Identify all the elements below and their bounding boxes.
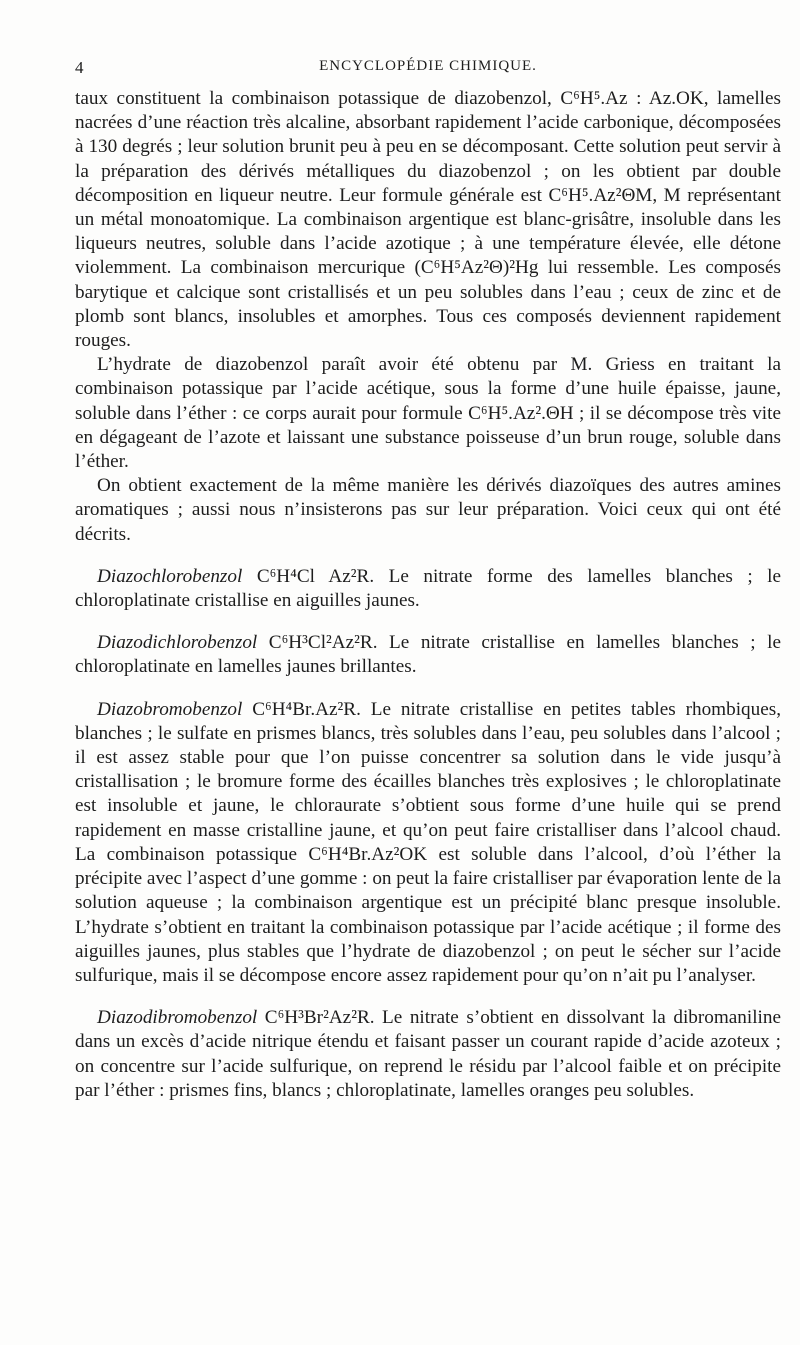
entry-text: C⁶H⁴Br.Az²R. Le nitrate cristallise en petites tables rhombiques, blanches ; le sulfate en prismes blancs, très solubles dans l’eau, peu solubles dans l’alcool ; il est assez stable pour que l’on puisse concentrer sa solution dans le vide jusqu’à cristallisation ; le bromure forme des écailles blanches très explosives ; le chloroplatinate est insoluble et jaune, le chloraurate s’obtient sous forme d’une huile qui se prend rapidement en masse cristalline jaune, et qu’on peut faire cristalliser dans l’alcool chaud. La combinaison potassique C⁶H⁴Br.Az²OK est soluble dans l’alcool, d’où l’éther la précipite avec l’aspect d’une gomme : on peut la faire cristalliser par évaporation lente de la solution aqueuse ; la combinaison argentique est un précipité blanc presque insoluble. L’hydrate s’obtient en traitant la combinaison potassique par l’acide acétique ; il forme des aiguilles jaunes, plus stables que l’hydrate de diazobenzol ; on peut le sécher sur l’acide sulfurique, mais il se décompose encore assez rapidement pour qu’on n’ait pu l’analyser. xyxy=(75,698,781,986)
page-number: 4 xyxy=(75,58,84,77)
compound-name: Diazochlorobenzol xyxy=(97,565,243,587)
compound-name: Diazodichlorobenzol xyxy=(97,632,258,654)
entry-diazodibromobenzol xyxy=(75,1006,781,1103)
running-title: ENCYCLOPÉDIE CHIMIQUE. xyxy=(319,58,537,74)
page-header xyxy=(75,58,781,80)
entry-diazobromobenzol xyxy=(75,698,781,988)
paragraph-other-amines: On obtient exactement de la même manière les dérivés diazoïques des autres amines aromatiques ; aussi nous n’insisterons pas sur leur préparation. Voici ceux qui ont été décrits. xyxy=(75,475,781,545)
compound-name: Diazodibromobenzol xyxy=(97,1007,258,1029)
paragraph-diazobenzol-hydrate: L’hydrate de diazobenzol paraît avoir été obtenu par M. Griess en traitant la combinaison potassique par l’acide acétique, sous la forme d’une huile épaisse, jaune, soluble dans l’éther : ce corps aurait pour formule C⁶H⁵.Az².ΘH ; il se décompose très vite en dégageant de l’azote et laissant une substance poisseuse d’un brun rouge, soluble dans l’éther. xyxy=(75,354,781,473)
paragraph-potassium-combination: taux constituent la combinaison potassique de diazobenzol, C⁶H⁵.Az : Az.OK, lamelles nacrées d’une réaction très alcaline, absorbant rapidement l’acide carbonique, décomposées à 130 degrés ; leur solution brunit peu à peu en se décomposant. Cette solution peut servir à la préparation des dérivés métalliques du diazobenzol ; on les obtient par double décomposition en liqueur neutre. Leur formule générale est C⁶H⁵.Az²ΘM, M représentant un métal monoatomique. La combinaison argentique est blanc-grisâtre, insoluble dans les liqueurs neutres, soluble dans l’acide azotique ; à une température élevée, elle détone violemment. La combinaison mercurique (C⁶H⁵Az²Θ)²Hg lui ressemble. Les composés barytique et calcique sont cristallisés et un peu solubles dans l’eau ; ceux de zinc et de plomb sont blancs, insolubles et amorphes. Tous ces composés deviennent rapidement rouges. xyxy=(75,88,781,352)
entry-diazodichlorobenzol xyxy=(75,631,781,679)
entry-diazochlorobenzol xyxy=(75,565,781,613)
compound-name: Diazobromobenzol xyxy=(97,698,243,720)
entry-text: C⁶H³Cl²Az²R. Le nitrate cristallise en lamelles blanches ; le chloroplatinate en lamelles jaunes brillantes. xyxy=(75,632,781,678)
body-text xyxy=(75,87,781,1103)
entry-text: C⁶H³Br²Az²R. Le nitrate s’obtient en dissolvant la dibromaniline dans un excès d’acide nitrique étendu et faisant passer un courant rapide d’acide azoteux ; on concentre sur l’acide sulfurique, on reprend le résidu par l’alcool faible et on précipite par l’éther : prismes fins, blancs ; chloroplatinate, lamelles oranges peu solubles. xyxy=(75,1007,781,1101)
entry-text: C⁶H⁴Cl Az²R. Le nitrate forme des lamelles blanches ; le chloroplatinate cristallise en aiguilles jaunes. xyxy=(75,565,781,612)
